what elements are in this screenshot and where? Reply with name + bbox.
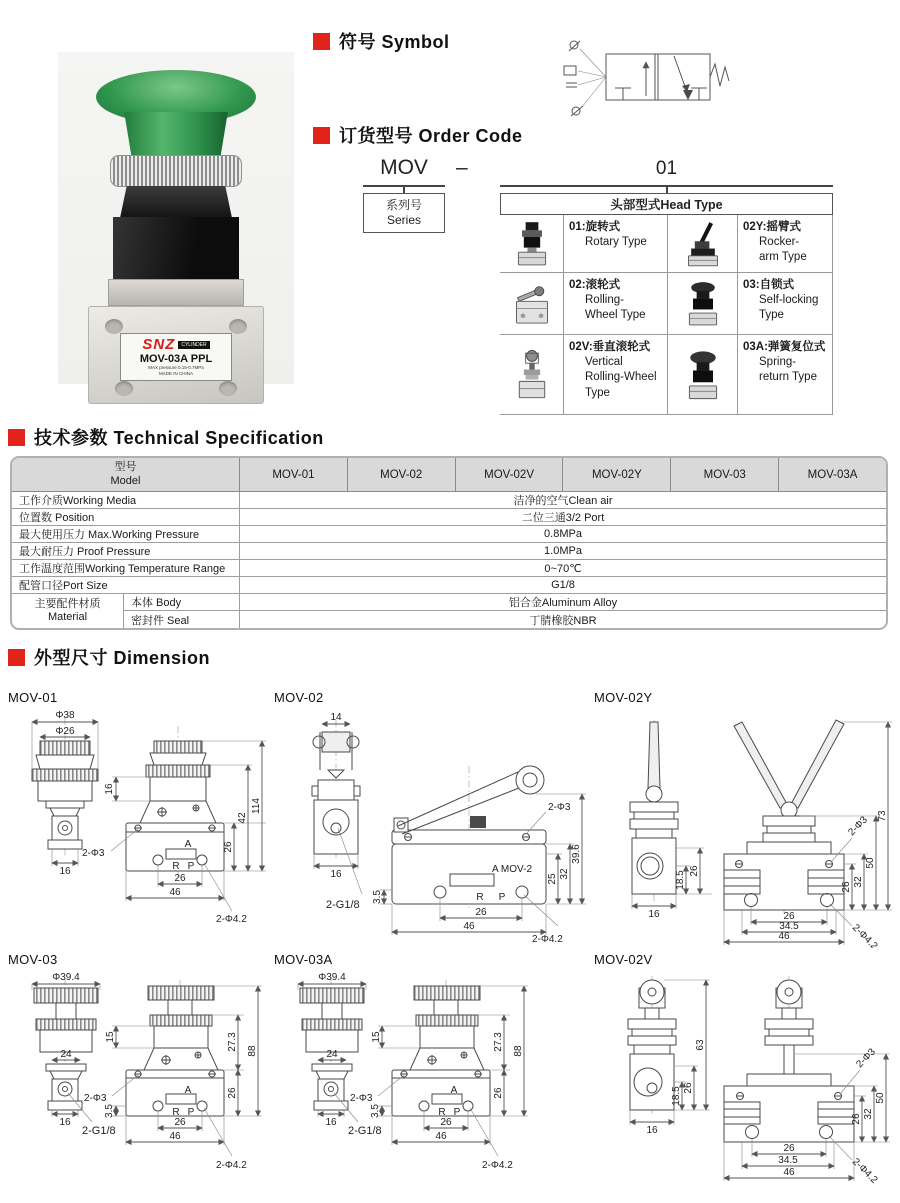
svg-text:R: R	[172, 1107, 180, 1118]
svg-text:P: P	[498, 892, 506, 903]
dim-block-mov03: MOV-03 Φ39.4 24 16 2-G1/8 A R P 15 3.5 27.3 26 88 26 46 2-Φ3 2-Φ4.2	[8, 952, 270, 1203]
brand-logo: SNZ	[142, 336, 176, 353]
series-label-en: Series	[386, 213, 421, 227]
svg-text:A MOV-2: A MOV-2	[491, 864, 533, 875]
thumb-rolling-wheel-icon	[500, 273, 564, 335]
svg-text:R: R	[476, 892, 484, 903]
svg-text:27.3: 27.3	[227, 1032, 238, 1052]
symbol-title: 符号 Symbol	[339, 32, 450, 52]
svg-text:Φ39.4: Φ39.4	[318, 972, 346, 983]
svg-text:2-Φ3: 2-Φ3	[854, 1046, 878, 1071]
dim-drawing-mov02v	[594, 970, 894, 1198]
spec-row: 工作温度范围Working Temperature Range 0~70℃	[12, 560, 886, 577]
svg-text:26: 26	[689, 865, 700, 877]
svg-text:2-Φ4.2: 2-Φ4.2	[216, 914, 247, 925]
svg-text:26: 26	[227, 1087, 238, 1099]
svg-text:18.5: 18.5	[675, 870, 686, 890]
red-square-bullet-icon	[8, 429, 25, 446]
svg-text:34.5: 34.5	[778, 1155, 798, 1166]
valve-mounting-plate	[108, 279, 244, 306]
svg-text:2-Φ4.2: 2-Φ4.2	[216, 1160, 247, 1171]
red-square-bullet-icon	[313, 127, 330, 144]
spec-table	[10, 456, 888, 630]
dim-drawing-mov03a	[274, 970, 536, 1198]
spec-model-col: MOV-03A	[807, 468, 858, 481]
product-label	[120, 333, 232, 381]
svg-text:46: 46	[169, 1131, 181, 1142]
svg-text:50: 50	[875, 1092, 886, 1104]
spec-row: 最大耐压力 Proof Pressure 1.0MPa	[12, 543, 886, 560]
svg-text:A: A	[184, 839, 192, 850]
dimension-section-header	[8, 644, 210, 670]
svg-text:26: 26	[174, 1117, 186, 1128]
order-code-section-header	[313, 122, 523, 148]
dim-drawing-mov02	[274, 708, 586, 948]
label-model: MOV-03A PPL	[139, 353, 213, 365]
head-type-item-03: 03:自锁式 Self-locking Type	[738, 273, 833, 335]
svg-text:2-G1/8: 2-G1/8	[82, 1125, 116, 1137]
order-series-code: MOV	[380, 156, 428, 179]
svg-text:26: 26	[174, 873, 186, 884]
label-line2: MADE IN CHINA	[158, 370, 193, 376]
svg-text:24: 24	[60, 1049, 72, 1060]
dimension-title: 外型尺寸 Dimension	[34, 648, 211, 668]
valve-aluminum-base	[88, 306, 264, 404]
head-tick	[666, 185, 668, 193]
svg-text:32: 32	[559, 868, 570, 880]
product-photo	[58, 52, 294, 384]
spec-model-col: MOV-02V	[456, 458, 564, 491]
svg-text:63: 63	[695, 1039, 706, 1051]
thumb-rotary-icon	[500, 215, 564, 273]
svg-text:Φ39.4: Φ39.4	[52, 972, 80, 983]
head-type-item-02y: 02Y:摇臂式 Rocker- arm Type	[738, 215, 833, 273]
dim-block-mov02v: MOV-02V 18.5 26 63 16 26 32 50 26 34.5 46 2-Φ3 2-Φ4.2	[594, 952, 894, 1203]
svg-text:2-Φ4.2: 2-Φ4.2	[482, 1160, 513, 1171]
svg-text:2-Φ3: 2-Φ3	[84, 1093, 107, 1104]
spec-material-row: 密封件 Seal 丁腈橡胶NBR	[124, 611, 886, 628]
order-code-title: 订货型号 Order Code	[339, 126, 523, 146]
svg-text:26: 26	[440, 1117, 452, 1128]
spec-row: 最大使用压力 Max.Working Pressure 0.8MPa	[12, 526, 886, 543]
svg-text:3.5: 3.5	[370, 1104, 381, 1118]
svg-text:73: 73	[877, 810, 888, 822]
valve-knurled-ring	[110, 155, 242, 187]
series-tick	[403, 185, 405, 193]
svg-text:34.5: 34.5	[779, 921, 799, 932]
thumb-spring-return-icon	[668, 335, 738, 415]
svg-text:88: 88	[247, 1045, 258, 1057]
series-label-box	[363, 193, 445, 233]
valve-black-body	[113, 217, 239, 279]
svg-text:2-Φ3: 2-Φ3	[82, 848, 105, 859]
svg-text:2-G1/8: 2-G1/8	[326, 899, 360, 911]
valve-cap-skirt	[122, 112, 230, 158]
dim-block-mov01: MOV-01 Φ38 Φ26 16 A R P 16 26 42 114 26 46 2-Φ3 2-Φ4.2	[8, 690, 270, 953]
svg-text:25: 25	[547, 873, 558, 885]
svg-text:Φ26: Φ26	[55, 726, 75, 737]
svg-text:46: 46	[778, 931, 790, 942]
head-type-table-title: 头部型式Head Type	[500, 193, 833, 215]
thumb-self-locking-icon	[668, 273, 738, 335]
red-square-bullet-icon	[8, 649, 25, 666]
svg-text:15: 15	[105, 1031, 116, 1043]
svg-text:46: 46	[463, 921, 475, 932]
spec-model-col: MOV-02	[348, 458, 456, 491]
svg-text:16: 16	[59, 1117, 71, 1128]
svg-text:P: P	[187, 1107, 195, 1118]
dim-block-mov03a: MOV-03A Φ39.4 24 16 2-G1/8 A R P 15 3.5 27.3 26 88 26 46 2-Φ3 2-Φ4.2	[274, 952, 536, 1203]
series-label-zh: 系列号	[385, 198, 422, 212]
svg-text:39.6: 39.6	[571, 844, 582, 864]
svg-text:26: 26	[851, 1113, 862, 1125]
svg-text:2-G1/8: 2-G1/8	[348, 1125, 382, 1137]
svg-text:3.5: 3.5	[104, 1104, 115, 1118]
svg-text:46: 46	[169, 887, 181, 898]
svg-text:26: 26	[783, 1143, 795, 1154]
thumb-vertical-rolling-wheel-icon	[500, 335, 564, 415]
svg-text:A: A	[450, 1085, 458, 1096]
svg-text:2-Φ4.2: 2-Φ4.2	[849, 1156, 880, 1186]
svg-text:42: 42	[237, 812, 248, 824]
spec-row: 工作介质Working Media 洁净的空气Clean air	[12, 492, 886, 509]
svg-text:88: 88	[513, 1045, 524, 1057]
symbol-section-header	[313, 28, 450, 54]
svg-text:16: 16	[104, 783, 115, 795]
spec-row: 位置数 Position 二位三通3/2 Port	[12, 509, 886, 526]
label-line1: MAX pressure 0.15-0.7MPa	[148, 365, 204, 371]
svg-text:14: 14	[330, 712, 342, 723]
dim-block-mov02y: MOV-02Y 18.5 26 16 26 32 50 73 26 34.5 46 2-Φ3 2-Φ4.2	[594, 690, 894, 953]
head-type-table	[500, 193, 833, 415]
svg-text:27.3: 27.3	[493, 1032, 504, 1052]
svg-text:32: 32	[853, 876, 864, 888]
svg-text:26: 26	[493, 1087, 504, 1099]
spec-title: 技术参数 Technical Specification	[34, 428, 324, 448]
svg-text:26: 26	[783, 911, 795, 922]
svg-text:2-Φ3: 2-Φ3	[548, 802, 571, 813]
svg-text:50: 50	[865, 857, 876, 869]
order-head-code: 01	[655, 158, 678, 179]
svg-text:26: 26	[223, 841, 234, 853]
svg-text:3.5: 3.5	[372, 890, 383, 904]
svg-text:16: 16	[646, 1125, 658, 1136]
dim-drawing-mov01	[8, 708, 270, 948]
svg-text:15: 15	[371, 1031, 382, 1043]
svg-text:P: P	[453, 1107, 461, 1118]
head-type-item-01: 01:旋转式 Rotary Type	[564, 215, 668, 273]
svg-text:46: 46	[435, 1131, 447, 1142]
svg-text:R: R	[438, 1107, 446, 1118]
spec-row: 配管口径Port Size G1/8	[12, 577, 886, 594]
spec-model-header: 型号 Model	[12, 458, 240, 491]
svg-text:P: P	[187, 861, 195, 872]
svg-text:A: A	[184, 1085, 192, 1096]
dim-drawing-mov03	[8, 970, 270, 1198]
spec-section-header	[8, 424, 324, 450]
svg-text:16: 16	[59, 866, 71, 877]
svg-text:26: 26	[841, 881, 852, 893]
spec-model-col: MOV-03	[671, 458, 779, 491]
svg-text:32: 32	[863, 1108, 874, 1120]
svg-text:2-Φ3: 2-Φ3	[350, 1093, 373, 1104]
spec-model-col: MOV-01	[240, 458, 348, 491]
spec-material-block	[12, 594, 886, 628]
spec-material-label: 主要配件材质 Material	[12, 594, 124, 628]
valve-black-collar	[120, 186, 232, 218]
svg-text:R: R	[172, 861, 180, 872]
head-type-item-02: 02:滚轮式 Rolling- Wheel Type	[564, 273, 668, 335]
svg-text:26: 26	[683, 1082, 694, 1094]
red-square-bullet-icon	[313, 33, 330, 50]
head-type-item-02v: 02V:垂直滚轮式 Vertical Rolling-Wheel Type	[564, 335, 668, 415]
svg-text:46: 46	[783, 1167, 795, 1178]
pneumatic-3-2-valve-symbol	[526, 28, 730, 124]
spec-material-row: 本体 Body 铝合金Aluminum Alloy	[124, 594, 886, 611]
order-dash: –	[456, 156, 468, 179]
head-type-item-03a: 03A:弹簧复位式 Spring- return Type	[738, 335, 833, 415]
svg-text:16: 16	[330, 869, 342, 880]
thumb-rocker-arm-icon	[668, 215, 738, 273]
svg-text:2-Φ4.2: 2-Φ4.2	[532, 934, 563, 945]
spec-header-row	[12, 458, 886, 492]
svg-text:26: 26	[475, 907, 487, 918]
dim-drawing-mov02y	[594, 708, 894, 948]
dim-block-mov02: MOV-02 14 16 2-G1/8 A MOV-2 R P 25 32 39.6 3.5 26 46 2-Φ3 2-Φ4.2	[274, 690, 586, 953]
svg-text:2-Φ3: 2-Φ3	[846, 814, 870, 839]
svg-text:24: 24	[326, 1049, 338, 1060]
svg-text:114: 114	[251, 798, 262, 814]
svg-text:Φ38: Φ38	[55, 710, 75, 721]
svg-text:18.5: 18.5	[671, 1086, 682, 1106]
svg-text:16: 16	[648, 909, 660, 920]
svg-text:2-Φ4.2: 2-Φ4.2	[849, 922, 880, 948]
brand-sub: CYLINDER	[178, 341, 209, 349]
svg-text:16: 16	[325, 1117, 337, 1128]
spec-model-col: MOV-02Y	[563, 458, 671, 491]
